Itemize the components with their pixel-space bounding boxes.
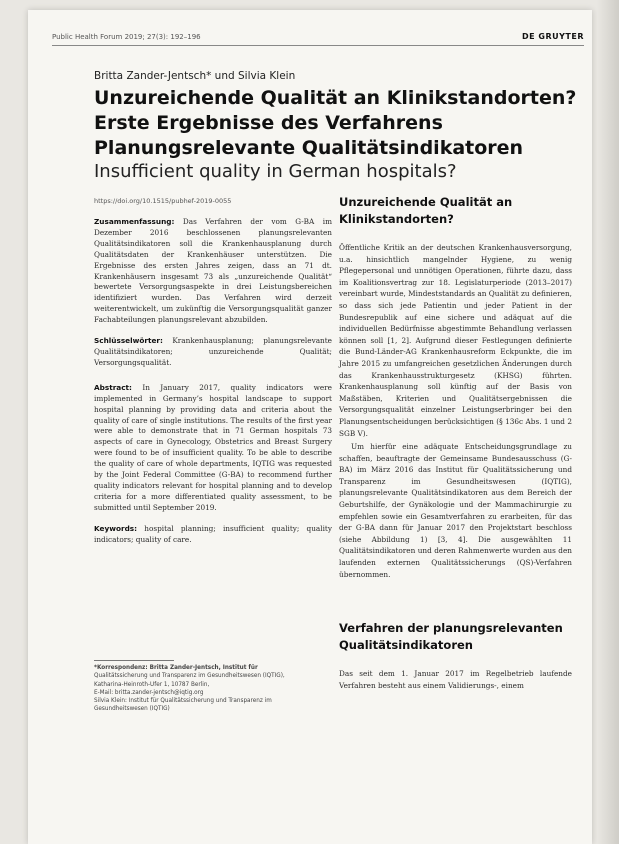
keywords-german — [94, 336, 332, 369]
section-heading-line: Unzureichende Qualität an — [339, 195, 513, 209]
keywords-english-text: hospital planning; insufficient quality; quality indicators; quality of care. — [94, 523, 332, 544]
body-column — [339, 194, 572, 693]
abstract-english — [94, 383, 332, 514]
article-subtitle: Insufficient quality in German hospitals? — [94, 161, 457, 182]
body-paragraph: Öffentliche Kritik an der deutschen Krankenhausversorgung, u.a. hinsichtlich mangelnder Hygiene, zu wenig Pflegepersonal und unnötigen Operationen, führte dazu, dass im Koalitionsvertrag zur 18. Legislaturperiode (2013–2017) vereinbart wurde, Mindeststandards an Qualität zu definieren, so dass sich jede Patientin und jeder Patient in der Bundesrepublik auf eine sichere und adäquat auf die individuellen Bedürfnisse abgestimmte Behandlung verlassen können soll [1, 2]. Aufgrund dieser Festlegungen definierte die Bund-Länder-AG Krankenhausreform Eckpunkte, die im Jahre 2015 zu umfangreichen gesetzlichen Änderungen durch das Krankenhausstrukturgesetz (KHSG) führten. Krankenhausplanung soll künftig auf der Basis von Maßstäben, Kriterien und Qualitätsergebnissen die Versorgungsqualität einzelner Leistungserbringer bei den Planungsentscheidungen berücksichtigen (§ 136c Abs. 1 und 2 SGB V). — [339, 243, 572, 438]
keywords-german-label: Schlüsselwörter: — [94, 336, 163, 346]
abstract-english-text: In January 2017, quality indicators were implemented in Germany’s hospital landscape to support hospital planning by providing data and criteria about the quality of care of single institutions. The results of the first year were able to demonstrate that in 71 German hospitals 73 aspects of care in Gynecology, Obstetrics and Breast Surgery were found to be of insufficient quality. To be able to describe the quality of care of whole departments, IQTIG was requested by the Joint Federal Committee (G-BA) to recommend further quality indicators relevant for hospital planning and to develop criteria for a more differentiated quality assessment, to be submitted until September 2019. — [94, 382, 332, 512]
publisher-brand: DE GRUYTER — [522, 32, 584, 41]
abstract-german-text: Das Verfahren der vom G-BA im Dezember 2016 beschlossenen planungsrelevanten Qualitätsindikatoren soll die Krankenhausplanung durch Qualitätsdaten der Krankenhäuser unterstützen. Die Ergebnisse des ersten Jahres zeigen, dass an 71 dt. Krankenhäusern insgesamt 73 als „unzureichende Qualität“ bewertete Versorgungsaspekte in drei Leistungsbereichen identifiziert wurden. Das Verfahren wird derzeit weiterentwickelt, um zukünftig die Versorgungsqualität ganzer Fachabteilungen planungsrelevant abzubilden. — [94, 217, 332, 325]
authors: Britta Zander-Jentsch* und Silvia Klein — [94, 70, 296, 82]
section-heading-line: Klinikstandorten? — [339, 212, 454, 226]
correspondence-line: Gesundheitswesen (IQTIG) — [94, 706, 170, 713]
abstract-german — [94, 217, 332, 326]
body-paragraph: Um hierfür eine adäquate Entscheidungsgrundlage zu schaffen, beauftragte der Gemeinsame Bundesausschuss (G-BA) im März 2016 das Institut für Qualitätssicherung und Transparenz im Gesundheitswesen (IQTIG), planungsrelevante Qualitätsindikatoren aus dem Bereich der Geburtshilfe, der Gynäkologie und der Mammachirurgie zu empfehlen sowie ein Gesamtverfahren zu erarbeiten, für das der G-BA dann für Januar 2017 den Projektstart beschloss (siehe Abbildung 1) [3, 4]. Die ausgewählten 11 Qualitätsindikatoren und deren Rahmenwerte wurden aus den laufenden externen Qualitätssicherungs (QS)-Verfahren übernommen. — [339, 442, 572, 579]
keywords-english — [94, 524, 332, 546]
correspondence-line: Katharina-Heinroth-Ufer 1, 10787 Berlin, — [94, 681, 210, 688]
section-heading — [339, 620, 572, 654]
journal-citation: Public Health Forum 2019; 27(3): 192–196 — [52, 33, 201, 41]
keywords-german-text: Krankenhausplanung; planungsrelevante Qualitätsindikatoren; unzureichende Qualität; Versorgungsqualität. — [94, 336, 332, 367]
abstract-column — [94, 217, 332, 555]
body-paragraph: Das seit dem 1. Januar 2017 im Regelbetrieb laufende Verfahren besteht aus einem Validierungs-, einem — [339, 669, 572, 690]
correspondence-email[interactable]: E-Mail: britta.zander-jentsch@iqtig.org — [94, 689, 204, 696]
abstract-english-label: Abstract: — [94, 382, 132, 392]
correspondence-footnote — [94, 664, 332, 714]
footnote-rule — [94, 660, 174, 661]
section-heading-line: Qualitätsindikatoren — [339, 638, 473, 653]
doi-link[interactable]: https://doi.org/10.1515/pubhef-2019-0055 — [94, 197, 232, 205]
section-heading-line: Verfahren der planungsrelevanten — [339, 621, 563, 636]
article-title — [94, 86, 584, 161]
page-edge-shadow — [597, 0, 619, 844]
title-line: Unzureichende Qualität an Klinikstandorten? — [94, 87, 577, 109]
section-heading — [339, 194, 572, 228]
title-line: Erste Ergebnisse des Verfahrens — [94, 112, 443, 134]
correspondence-line: *Korrespondenz: Britta Zander-Jentsch, Institut für — [94, 665, 258, 671]
correspondence-line: Silvia Klein: Institut für Qualitätssicherung und Transparenz im — [94, 698, 272, 705]
keywords-english-label: Keywords: — [94, 523, 138, 533]
abstract-german-label: Zusammenfassung: — [94, 217, 175, 226]
header-rule — [52, 45, 584, 46]
title-line: Planungsrelevante Qualitätsindikatoren — [94, 137, 524, 159]
correspondence-line: Qualitätssicherung und Transparenz im Gesundheitswesen (IQTIG), — [94, 673, 285, 680]
